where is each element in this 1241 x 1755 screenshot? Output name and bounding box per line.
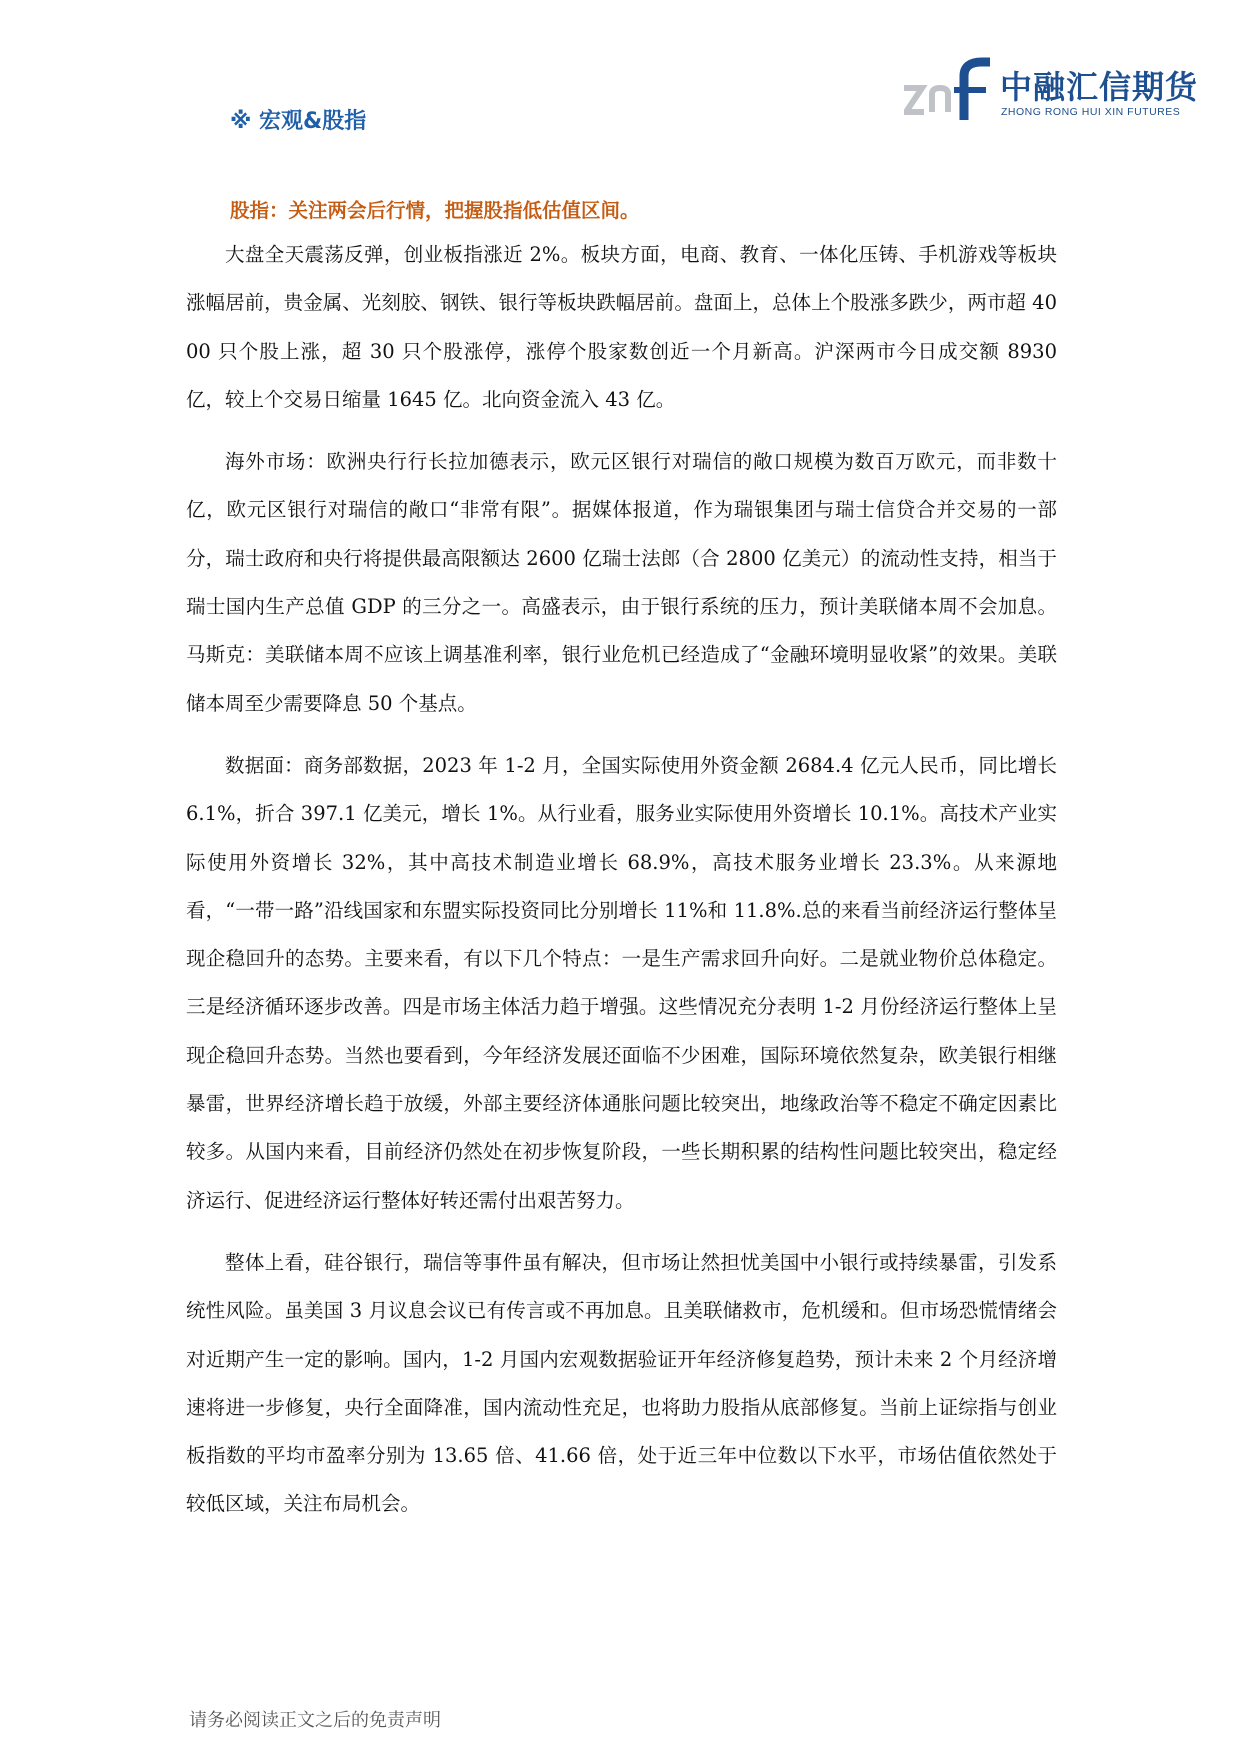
report-body bbox=[186, 231, 1057, 1543]
paragraph-market-overview: 大盘全天震荡反弹，创业板指涨近 2%。板块方面，电商、教育、一体化压铸、手机游戏等板块涨幅居前，贵金属、光刻胶、钢铁、银行等板块跌幅居前。盘面上，总体上个股涨多跌少，两市超 4000 只个股上涨，超 30 只个股涨停，涨停个股家数创近一个月新高。沪深两市今日成交额 8930 亿，较上个交易日缩量 1645 亿。北向资金流入 43 亿。 bbox=[186, 243, 1057, 411]
logo-mark-icon bbox=[904, 56, 1004, 126]
logo-english-name: ZHONG RONG HUI XIN FUTURES bbox=[1001, 106, 1181, 118]
section-title: ※ 宏观&股指 bbox=[230, 109, 367, 134]
logo-chinese-name: 中融汇信期货 bbox=[1000, 68, 1199, 106]
paragraph-summary: 整体上看，硅谷银行，瑞信等事件虽有解决，但市场让然担忧美国中小银行或持续暴雷，引发系统性风险。虽美国 3 月议息会议已有传言或不再加息。且美联储救市，危机缓和。但市场恐慌情绪会对近期产生一定的影响。国内，1-2 月国内宏观数据验证开年经济修复趋势，预计未来 2 个月经济增速将进一步修复，央行全面降准，国内流动性充足，也将助力股指从底部修复。当前上证综指与创业板指数的平均市盈率分别为 13.65 倍、41.66 倍，处于近三年中位数以下水平，市场估值依然处于较低区域，关注布局机会。 bbox=[186, 1250, 1057, 1516]
paragraph-data: 数据面：商务部数据，2023 年 1-2 月，全国实际使用外资金额 2684.4 亿元人民币，同比增长 6.1%，折合 397.1 亿美元，增长 1%。从行业看，服务业实际使用外资增长 10.1%。高技术产业实际使用外资增长 32%，其中高技术制造业增长 68.9%，高技术服务业增长 23.3%。从来源地看，“一带一路”沿线国家和东盟实际投资同比分别增长 11%和 11.8%.总的来看当前经济运行整体呈现企稳回升的态势。主要来看，有以下几个特点：一是生产需求回升向好。二是就业物价总体稳定。三是经济循环逐步改善。四是市场主体活力趋于增强。这些情况充分表明 1-2 月份经济运行整体上呈现企稳回升态势。当然也要看到，今年经济发展还面临不少困难，国际环境依然复杂，欧美银行相继暴雷，世界经济增长趋于放缓，外部主要经济体通胀问题比较突出，地缘政治等不稳定不确定因素比较多。从国内来看，目前经济仍然处在初步恢复阶段，一些长期积累的结构性问题比较突出，稳定经济运行、促进经济运行整体好转还需付出艰苦努力。 bbox=[186, 753, 1057, 1212]
footer-disclaimer: 请务必阅读正文之后的免责声明 bbox=[189, 1710, 441, 1731]
section-subtitle: 股指：关注两会后行情，把握股指低估值区间。 bbox=[230, 199, 640, 222]
paragraph-overseas-market: 海外市场：欧洲央行行长拉加德表示，欧元区银行对瑞信的敞口规模为数百万欧元，而非数十亿，欧元区银行对瑞信的敞口“非常有限”。据媒体报道，作为瑞银集团与瑞士信贷合并交易的一部分，瑞士政府和央行将提供最高限额达 2600 亿瑞士法郎（合 2800 亿美元）的流动性支持，相当于瑞士国内生产总值 GDP 的三分之一。高盛表示，由于银行系统的压力，预计美联储本周不会加息。马斯克：美联储本周不应该上调基准利率，银行业危机已经造成了“金融环境明显收紧”的效果。美联储本周至少需要降息 50 个基点。 bbox=[186, 450, 1057, 715]
company-logo bbox=[904, 56, 1199, 126]
